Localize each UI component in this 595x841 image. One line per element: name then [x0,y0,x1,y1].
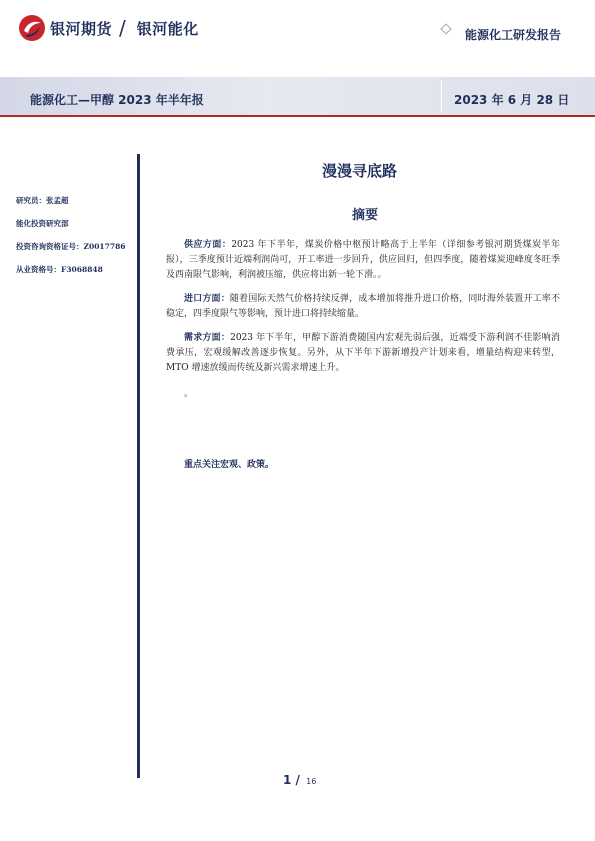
practice-certificate: 从业资格号：F3068848 [16,265,103,274]
galaxy-logo-icon [18,14,46,42]
report-title: 能源化工—甲醇 2023 年半年报 [30,93,204,107]
report-type: 能源化工研发报告 [464,28,561,42]
import-text: 随着国际天然气价格持续反弹，成本增加将推升进口价格，同时海外装置开工率不稳定，四季度限气等影响，预计进口将持续缩量。 [166,294,560,319]
brand-main-name: 银河期货 [50,19,113,38]
import-label: 进口方面： [184,294,230,304]
consult-certificate: 投资咨询资格证号：Z0017786 [16,242,126,251]
summary-heading: 摘要 [352,208,379,223]
report-date: 2023 年 6 月 28 日 [454,93,570,107]
focus-note: 重点关注宏观、政策。 [184,460,275,470]
page-number [283,773,316,787]
banner-divider [441,80,442,113]
brand-sub-name: 银河能化 [136,19,199,38]
department: 能化投资研究部 [16,219,69,228]
author-info [16,196,126,288]
page-current: 1 [283,773,292,787]
page-separator: / [295,773,300,787]
brand-divider: / [119,16,126,40]
demand-paragraph [166,331,560,376]
demand-label: 需求方面： [184,333,231,343]
banner-underline [0,115,595,117]
brand-logo [18,14,199,42]
import-paragraph [166,292,560,322]
vertical-divider [137,154,140,778]
page-title: 漫漫寻底路 [322,162,398,180]
demand-text: 2023 年下半年，甲醇下游消费随国内宏观先弱后强，近端受下游利润不佳影响消费承压，宏观缓解改善逐步恢复。另外，从下半年下游新增投产计划来看，增量结构迎来转型，MTO 增速放缓而传统及新兴需求增速上升。 [166,333,560,373]
supply-paragraph [166,238,560,283]
researcher: 研究员：张孟超 [16,196,69,205]
supply-text: 2023 年下半年，煤炭价格中枢预计略高于上半年（详细参考银河期货煤炭半年报），三季度预计近端利润尚可，开工率进一步回升，供应回归，但四季度，随着煤炭迎峰度冬旺季及西南限气影响，利润被压缩，供应将出新一轮下滑。。 [166,240,560,280]
supply-label: 供应方面： [184,240,232,250]
diamond-icon [440,23,451,34]
stray-mark: 。 [184,389,194,399]
page-total: 16 [306,777,317,786]
